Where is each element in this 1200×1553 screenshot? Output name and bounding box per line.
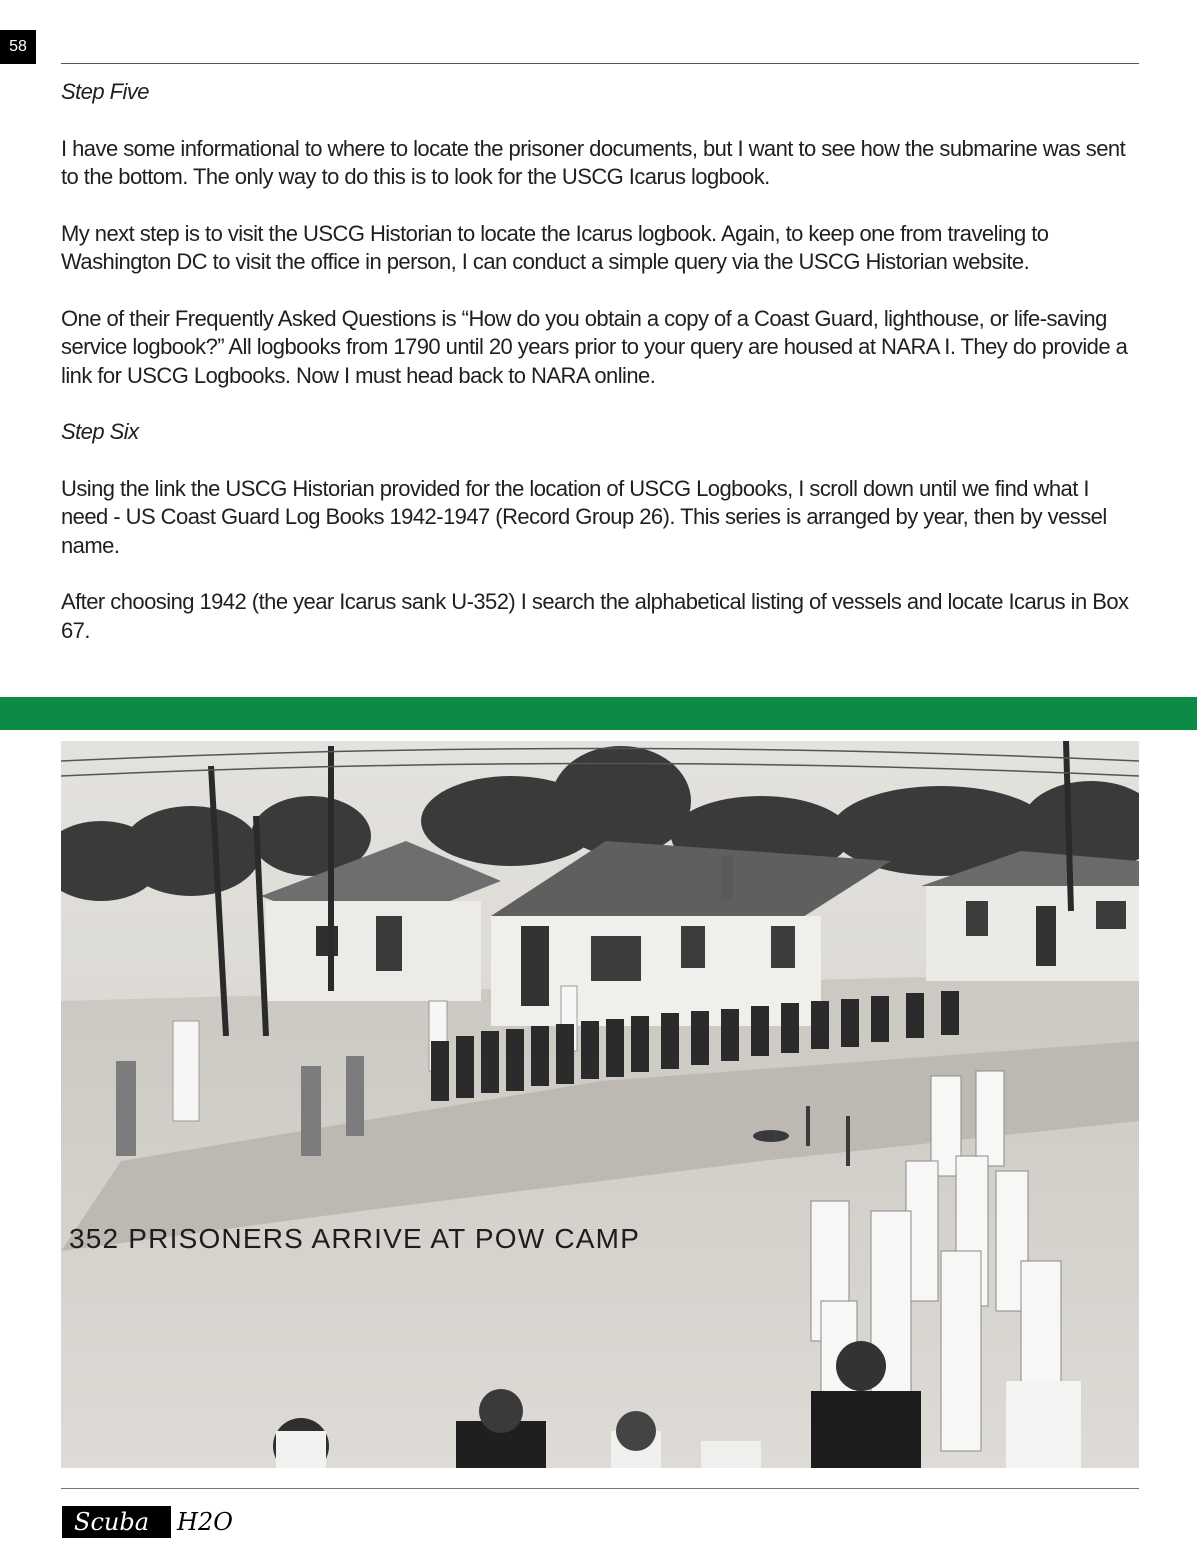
paragraph-5: After choosing 1942 (the year Icarus sank U-352) I search the alphabetical listing of vessels and locate Icarus in Box 67. [61,589,1129,643]
green-accent-band [0,697,1197,730]
paragraph-1: I have some informational to where to locate the prisoner documents, but I want to see how the submarine was sent to the bottom. The only way to do this is to look for the USCG Icarus logbook. [61,135,1126,189]
step-five-heading: Step Five [61,79,149,104]
paragraph-3: One of their Frequently Asked Questions is “How do you obtain a copy of a Coast Guard, lighthouse, or life-saving service logbook?” All logbooks from 1790 until 20 years prior to your query are housed at NARA I. They do provide a link for USCG Logbooks. Now I must head back to NARA online. [61,305,1128,388]
photo-caption: 352 PRISONERS ARRIVE AT POW CAMP [69,1223,641,1254]
top-divider [61,63,1139,64]
scuba-h2o-logo [62,1506,233,1538]
logo-scuba-text: Scuba [62,1506,171,1538]
paragraph-4: Using the link the USCG Historian provided for the location of USCG Logbooks, I scroll down until we find what I need - US Coast Guard Log Books 1942-1947 (Record Group 26). This series is arranged by year, then by vessel name. [61,475,1107,558]
photo-illustration [61,741,1139,1468]
step-six-heading: Step Six [61,419,139,444]
paragraph-2: My next step is to visit the USCG Historian to locate the Icarus logbook. Again, to keep one from traveling to Washington DC to visit the office in person, I can conduct a simple query via the USCG Historian website. [61,220,1049,274]
page-number: 58 [0,30,36,64]
logo-h2o-text: H2O [177,1508,233,1536]
pow-camp-photo [61,741,1139,1468]
bottom-divider [61,1488,1139,1489]
article-body [61,78,1139,673]
